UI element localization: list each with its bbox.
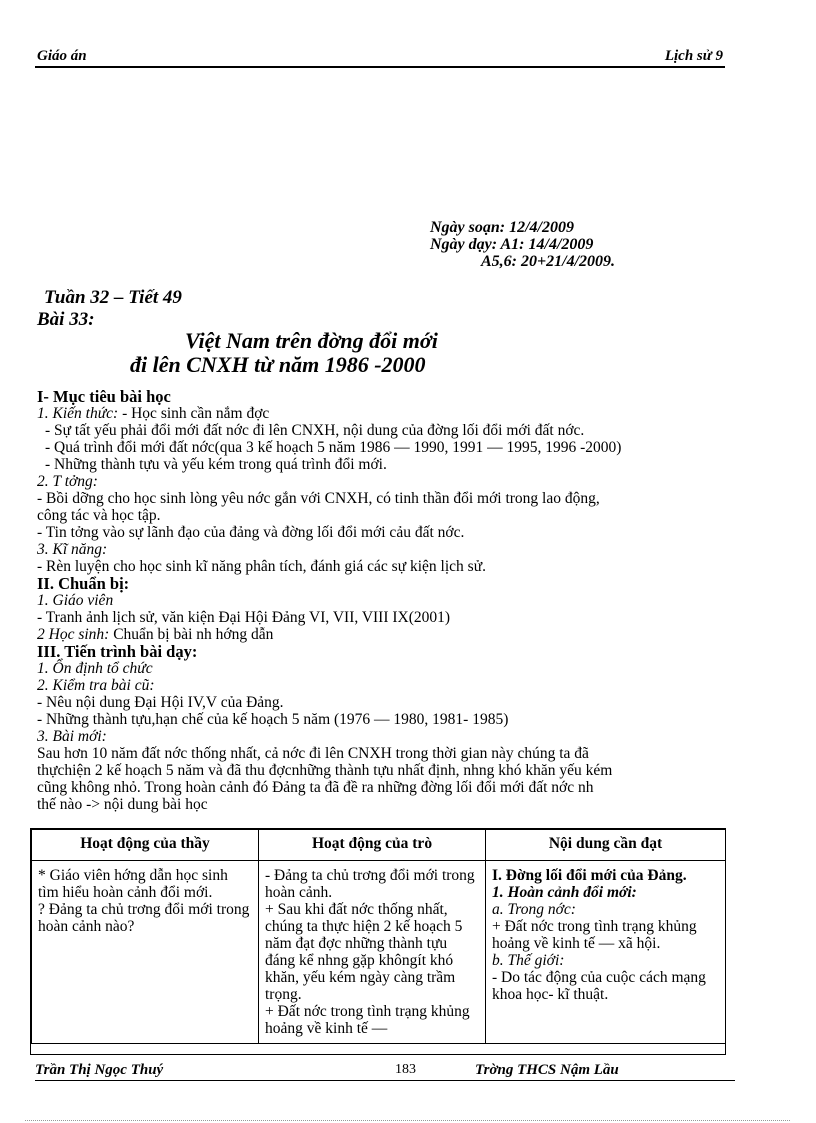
table-header-content: Nội dung cần đạt bbox=[486, 830, 726, 861]
student-label: 2 Học sinh: bbox=[37, 626, 110, 643]
date-block bbox=[430, 219, 615, 270]
body-line: - Tranh ảnh lịch sử, văn kiện Đại Hội Đảng VI, VII, VIII IX(2001) bbox=[37, 609, 451, 626]
body-line: - Quá trình đổi mới đất nớc(qua 3 kế hoạch 5 năm 1986 — 1990, 1991 — 1995, 1996 -2000) bbox=[45, 439, 622, 456]
bottom-divider bbox=[25, 1120, 790, 1121]
cell-subsubheading: b. Thế giới: bbox=[492, 952, 565, 969]
knowledge-label: 1. Kiến thức: bbox=[37, 405, 119, 422]
cell-line: - Do tác động của cuộc cách mạng khoa học- kĩ thuật. bbox=[492, 969, 706, 1003]
page-footer bbox=[35, 1062, 735, 1081]
lesson-body bbox=[37, 388, 777, 813]
body-line: 2 Học sinh: Chuẩn bị bài nh hớng dẫn bbox=[37, 626, 274, 643]
cell-line: - Đảng ta chủ trơng đổi mới trong hoàn cảnh. bbox=[265, 867, 475, 901]
header-right-text: Lịch sử 9 bbox=[664, 48, 723, 64]
subheading-teacher: 1. Giáo viên bbox=[37, 592, 114, 609]
table-header-row bbox=[32, 830, 726, 861]
lesson-title-line-1: Việt Nam trên đờng đổi mới bbox=[185, 328, 438, 353]
lesson-title bbox=[130, 329, 650, 377]
subheading-new-lesson: 3. Bài mới: bbox=[37, 728, 107, 745]
footer-author: Trần Thị Ngọc Thuý bbox=[35, 1062, 164, 1078]
subheading-organization: 1. Ổn định tổ chức bbox=[37, 660, 153, 677]
content-cell bbox=[486, 861, 726, 1044]
date-taught: Ngày dạy: A1: 14/4/2009 bbox=[430, 236, 594, 253]
body-line: - Nêu nội dung Đại Hội IV,V của Đảng. bbox=[37, 694, 284, 711]
lesson-title-line-2: đi lên CNXH từ năm 1986 -2000 bbox=[130, 352, 426, 377]
body-line: - Những thành tựu và yếu kém trong quá trình đổi mới. bbox=[45, 456, 387, 473]
teacher-activity-cell bbox=[32, 861, 259, 1044]
table-header-teacher: Hoạt động của thầy bbox=[32, 830, 259, 861]
cell-line: + Sau khi đất nớc thống nhất, chúng ta thực hiện 2 kế hoạch 5 năm đạt đợc những thành tựu đáng kể nhng gặp khôngít khó khăn, yếu kém ngày càng trầm trọng. bbox=[265, 901, 463, 1003]
table-row bbox=[32, 861, 726, 1044]
date-taught-classes: A5,6: 20+21/4/2009. bbox=[481, 253, 616, 270]
table-header-student: Hoạt động của trò bbox=[259, 830, 486, 861]
body-line: thựchiện 2 kế hoạch 5 năm và đã thu đợcnhững thành tựu nhất định, nhng khó khăn yếu kém bbox=[37, 762, 613, 779]
body-line: - Bồi dỡng cho học sinh lòng yêu nớc gắn với CNXH, có tinh thần đổi mới trong lao động, bbox=[37, 490, 600, 507]
section-heading-objectives: I- Mục tiêu bài học bbox=[37, 387, 171, 406]
footer-school: Trờng THCS Nậm Lầu bbox=[475, 1062, 619, 1078]
body-line: 1. Kiến thức: - Học sinh cần nắm đợc bbox=[37, 405, 270, 422]
subheading-skills: 3. Kĩ năng: bbox=[37, 541, 108, 558]
activity-table-container bbox=[30, 828, 726, 1055]
body-line: cũng không nhỏ. Trong hoàn cảnh đó Đảng ta đã đề ra những đờng lối đổi mới đất nớc nh bbox=[37, 779, 594, 796]
body-line: công tác và học tập. bbox=[37, 507, 161, 524]
subheading-old-lesson: 2. Kiểm tra bài cũ: bbox=[37, 677, 155, 694]
activity-table bbox=[31, 829, 726, 1044]
week-lesson-label: Tuần 32 – Tiết 49 bbox=[44, 287, 182, 308]
page-number: 183 bbox=[395, 1062, 416, 1077]
lesson-number: Bài 33: bbox=[37, 309, 95, 330]
section-heading-preparation: II. Chuẩn bị: bbox=[37, 574, 130, 593]
page-header bbox=[35, 48, 725, 68]
student-activity-cell bbox=[259, 861, 486, 1044]
body-line: Sau hơn 10 năm đất nớc thống nhất, cả nớc đi lên CNXH trong thời gian này chúng ta đã bbox=[37, 745, 589, 762]
cell-subsubheading: a. Trong nớc: bbox=[492, 901, 576, 918]
body-line: - Rèn luyện cho học sinh kĩ năng phân tích, đánh giá các sự kiện lịch sử. bbox=[37, 558, 486, 575]
cell-line: + Đất nớc trong tình trạng khủng hoảng về kinh tế — bbox=[265, 1003, 470, 1037]
header-left-text: Giáo án bbox=[37, 48, 87, 64]
subheading-attitude: 2. T tởng: bbox=[37, 473, 98, 490]
body-line: thế nào -> nội dung bài học bbox=[37, 796, 208, 813]
date-prepared: Ngày soạn: 12/4/2009 bbox=[430, 219, 574, 236]
body-line: - Những thành tựu,hạn chế của kế hoạch 5 năm (1976 — 1980, 1981- 1985) bbox=[37, 711, 509, 728]
cell-line: + Đất nớc trong tình trạng khủng hoảng về kinh tế — xã hội. bbox=[492, 918, 697, 952]
section-heading-procedure: III. Tiến trình bài dạy: bbox=[37, 642, 198, 661]
body-line: - Sự tất yếu phải đổi mới đất nớc đi lên CNXH, nội dung của đờng lối đổi mới đất nớc. bbox=[45, 422, 585, 439]
cell-heading: I. Đờng lối đổi mới của Đảng. bbox=[492, 867, 687, 884]
cell-line: * Giáo viên hớng dẫn học sinh tìm hiểu hoàn cảnh đổi mới. bbox=[38, 867, 228, 901]
cell-line: ? Đảng ta chủ trơng đổi mới trong hoàn cảnh nào? bbox=[38, 901, 250, 935]
body-line: - Tin tởng vào sự lãnh đạo của đảng và đờng lối đổi mới cảu đất nớc. bbox=[37, 524, 465, 541]
cell-subheading: 1. Hoàn cảnh đổi mới: bbox=[492, 884, 637, 901]
